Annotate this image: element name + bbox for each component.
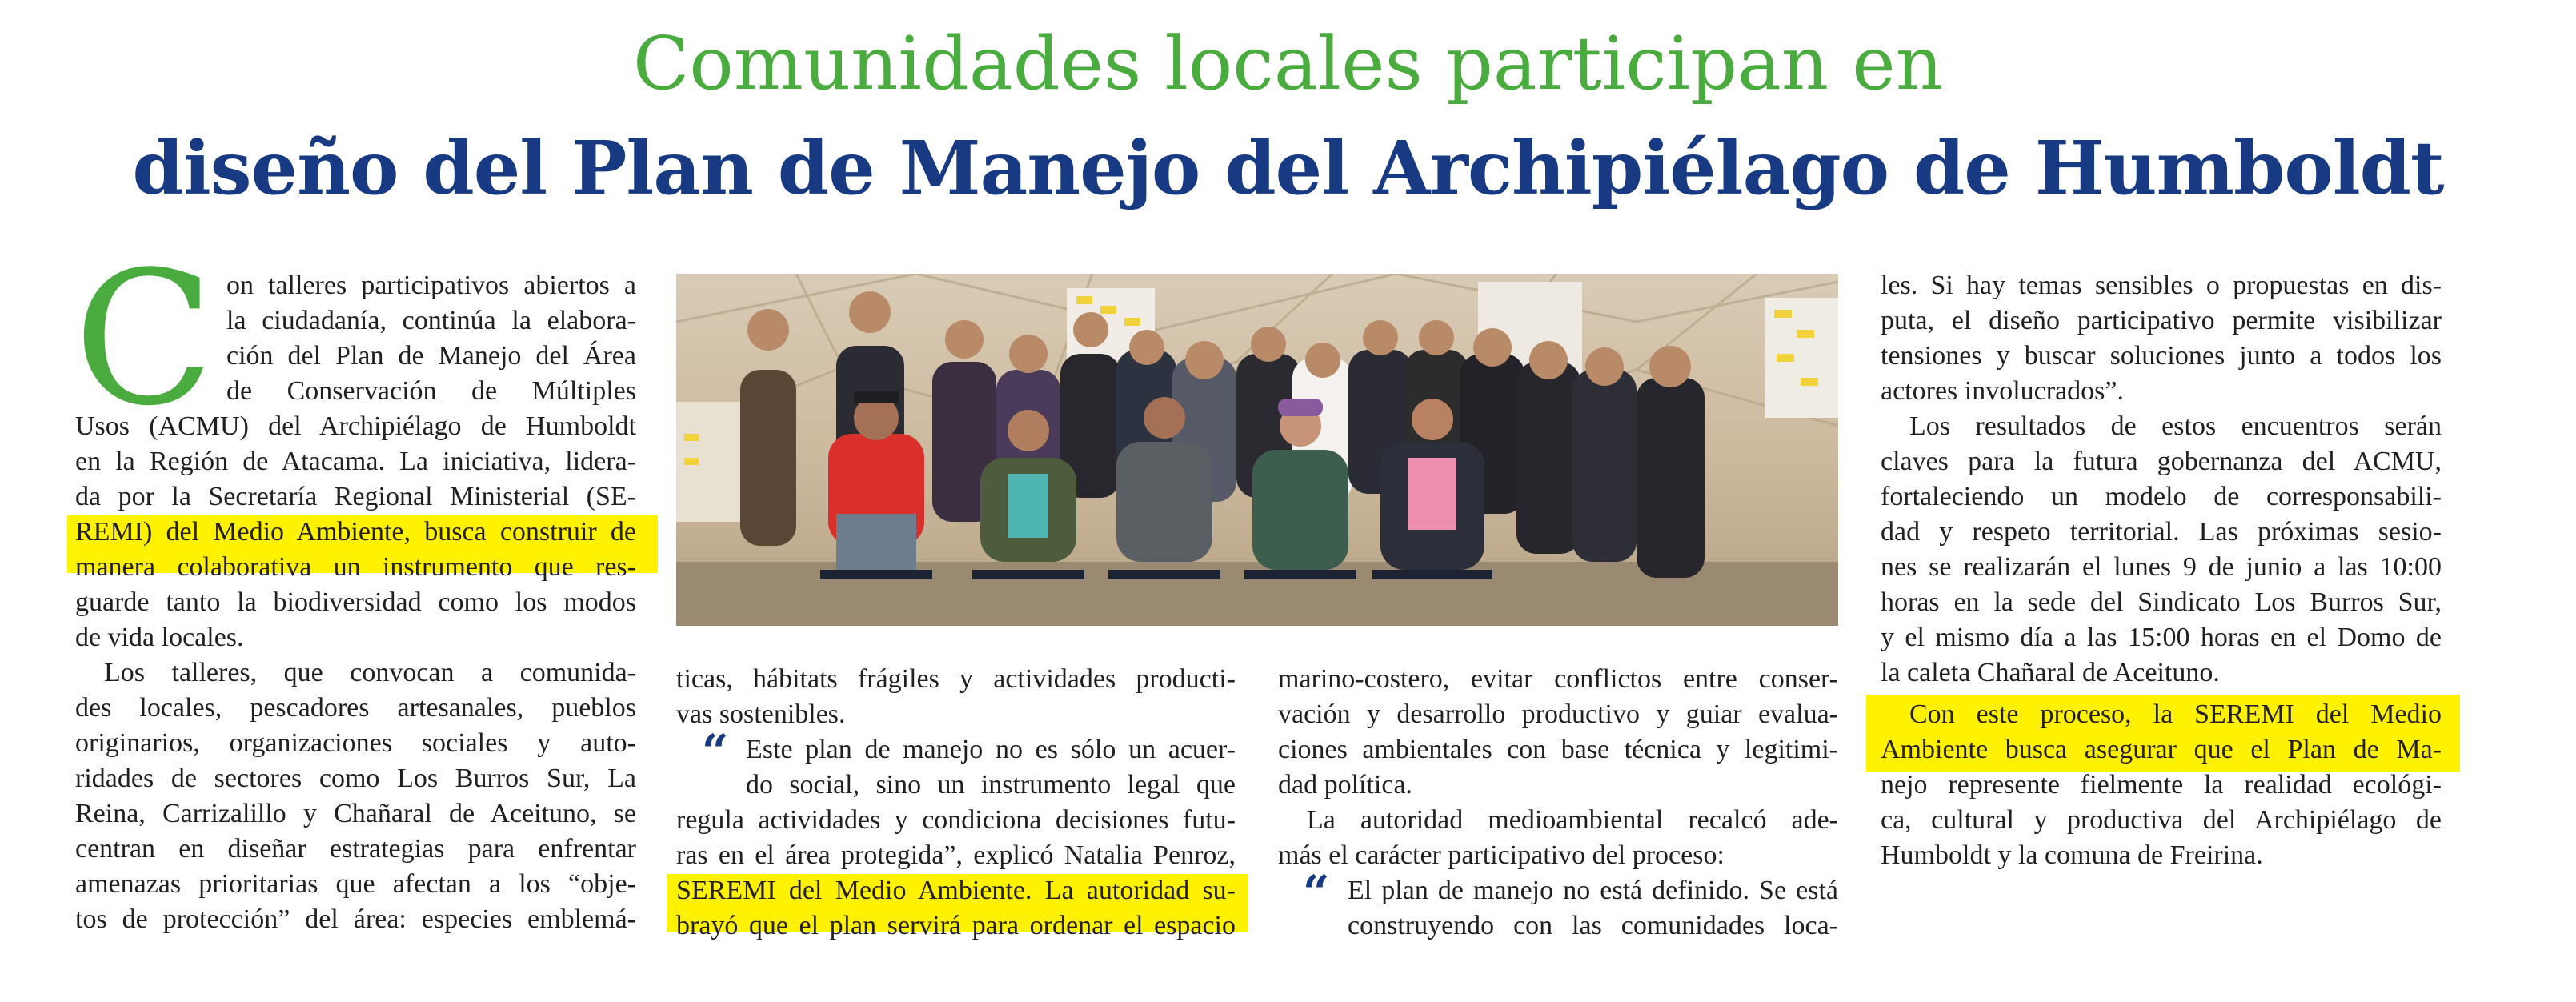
text-line: SEREMI del Medio Ambiente. La autoridad su- — [676, 876, 1236, 905]
text-line: dad y respeto territorial. Las próximas sesio- — [1881, 517, 2442, 547]
text-line: horas en la sede del Sindicato Los Burros Sur, — [1881, 587, 2442, 617]
text-line: manera colaborativa un instrumento que res- — [75, 552, 636, 582]
text-line: ridades de sectores como Los Burros Sur, La — [75, 764, 636, 793]
headline-line-1: Comunidades locales participan en — [633, 21, 1943, 106]
text-line: de Conservación de Múltiples — [226, 376, 636, 406]
quote-mark-icon: “ — [702, 724, 729, 779]
text-line: des locales, pescadores artesanales, pueblos — [75, 693, 636, 723]
text-line: nejo represente fielmente la realidad ecológi- — [1881, 770, 2442, 800]
text-line: más el carácter participativo del proceso: — [1278, 840, 1725, 870]
text-line: da por la Secretaría Regional Ministerial (SE- — [75, 482, 636, 511]
group-photo — [676, 274, 1838, 626]
text-line: actores involucrados”. — [1881, 376, 2124, 406]
text-line: Los talleres, que convocan a comunida- — [104, 658, 636, 687]
text-line: tensiones y buscar soluciones junto a todos los — [1881, 341, 2442, 371]
text-line: La autoridad medioambiental recalcó ade- — [1307, 805, 1838, 835]
text-line: El plan de manejo no está definido. Se está — [1348, 876, 1838, 905]
text-line: REMI) del Medio Ambiente, busca construir de — [75, 517, 636, 547]
text-line: marino-costero, evitar conflictos entre conser- — [1278, 664, 1838, 694]
text-line: claves para la futura gobernanza del ACMU, — [1881, 447, 2442, 476]
text-line: en la Región de Atacama. La iniciativa, lidera- — [75, 447, 636, 476]
text-line: tos de protección” del área: especies emblemá- — [75, 904, 636, 934]
text-line: ción del Plan de Manejo del Área — [226, 341, 636, 371]
text-line: de vida locales. — [75, 623, 244, 652]
text-line: originarios, organizaciones sociales y auto- — [75, 728, 636, 758]
drop-cap: C — [74, 233, 214, 447]
text-line: brayó que el plan servirá para ordenar el espacio — [676, 911, 1236, 940]
group-photo-illustration — [676, 274, 1838, 626]
text-line: ras en el área protegida”, explicó Natalia Penroz, — [676, 840, 1236, 870]
text-line: ciones ambientales con base técnica y legitimi- — [1278, 735, 1838, 764]
text-line: dad política. — [1278, 770, 1413, 800]
text-line: Con este proceso, la SEREMI del Medio — [1909, 699, 2442, 729]
text-line: Los resultados de estos encuentros serán — [1909, 411, 2442, 441]
text-line: les. Si hay temas sensibles o propuestas en dis- — [1881, 271, 2442, 300]
text-line: regula actividades y condiciona decisiones futu- — [676, 805, 1236, 835]
text-line: Humboldt y la comuna de Freirina. — [1881, 840, 2263, 870]
text-line: la ciudadanía, continúa la elabora- — [226, 306, 636, 335]
headline-line-2: diseño del Plan de Manejo del Archipiélago de Humboldt — [132, 125, 2444, 211]
text-line: vas sostenibles. — [676, 699, 846, 729]
text-line: amenazas prioritarias que afectan a los “obje- — [75, 869, 636, 899]
text-line: Usos (ACMU) del Archipiélago de Humboldt — [75, 411, 636, 441]
text-line: guarde tanto la biodiversidad como los modos — [75, 587, 636, 617]
text-line: la caleta Chañaral de Aceituno. — [1881, 658, 2220, 687]
text-line: Este plan de manejo no es sólo un acuer- — [746, 735, 1236, 764]
text-line: construyendo con las comunidades loca- — [1348, 911, 1838, 940]
text-line: puta, el diseño participativo permite visibilizar — [1881, 306, 2442, 335]
text-line: ticas, hábitats frágiles y actividades producti- — [676, 664, 1236, 694]
text-line: ca, cultural y productiva del Archipiélago de — [1881, 805, 2442, 835]
text-line: do social, sino un instrumento legal que — [746, 770, 1236, 800]
text-line: y el mismo día a las 15:00 horas en el Domo de — [1881, 623, 2442, 652]
text-line: nes se realizarán el lunes 9 de junio a las 10:00 — [1881, 552, 2442, 582]
text-line: Ambiente busca asegurar que el Plan de Ma- — [1881, 735, 2442, 764]
text-line: Reina, Carrizalillo y Chañaral de Aceituno, se — [75, 799, 636, 828]
text-line: vación y desarrollo productivo y guiar evalua- — [1278, 699, 1838, 729]
text-line: on talleres participativos abiertos a — [226, 271, 636, 300]
text-line: centran en diseñar estrategias para enfrentar — [75, 834, 636, 864]
text-line: fortaleciendo un modelo de corresponsabili- — [1881, 482, 2442, 511]
quote-mark-icon: “ — [1303, 865, 1330, 920]
